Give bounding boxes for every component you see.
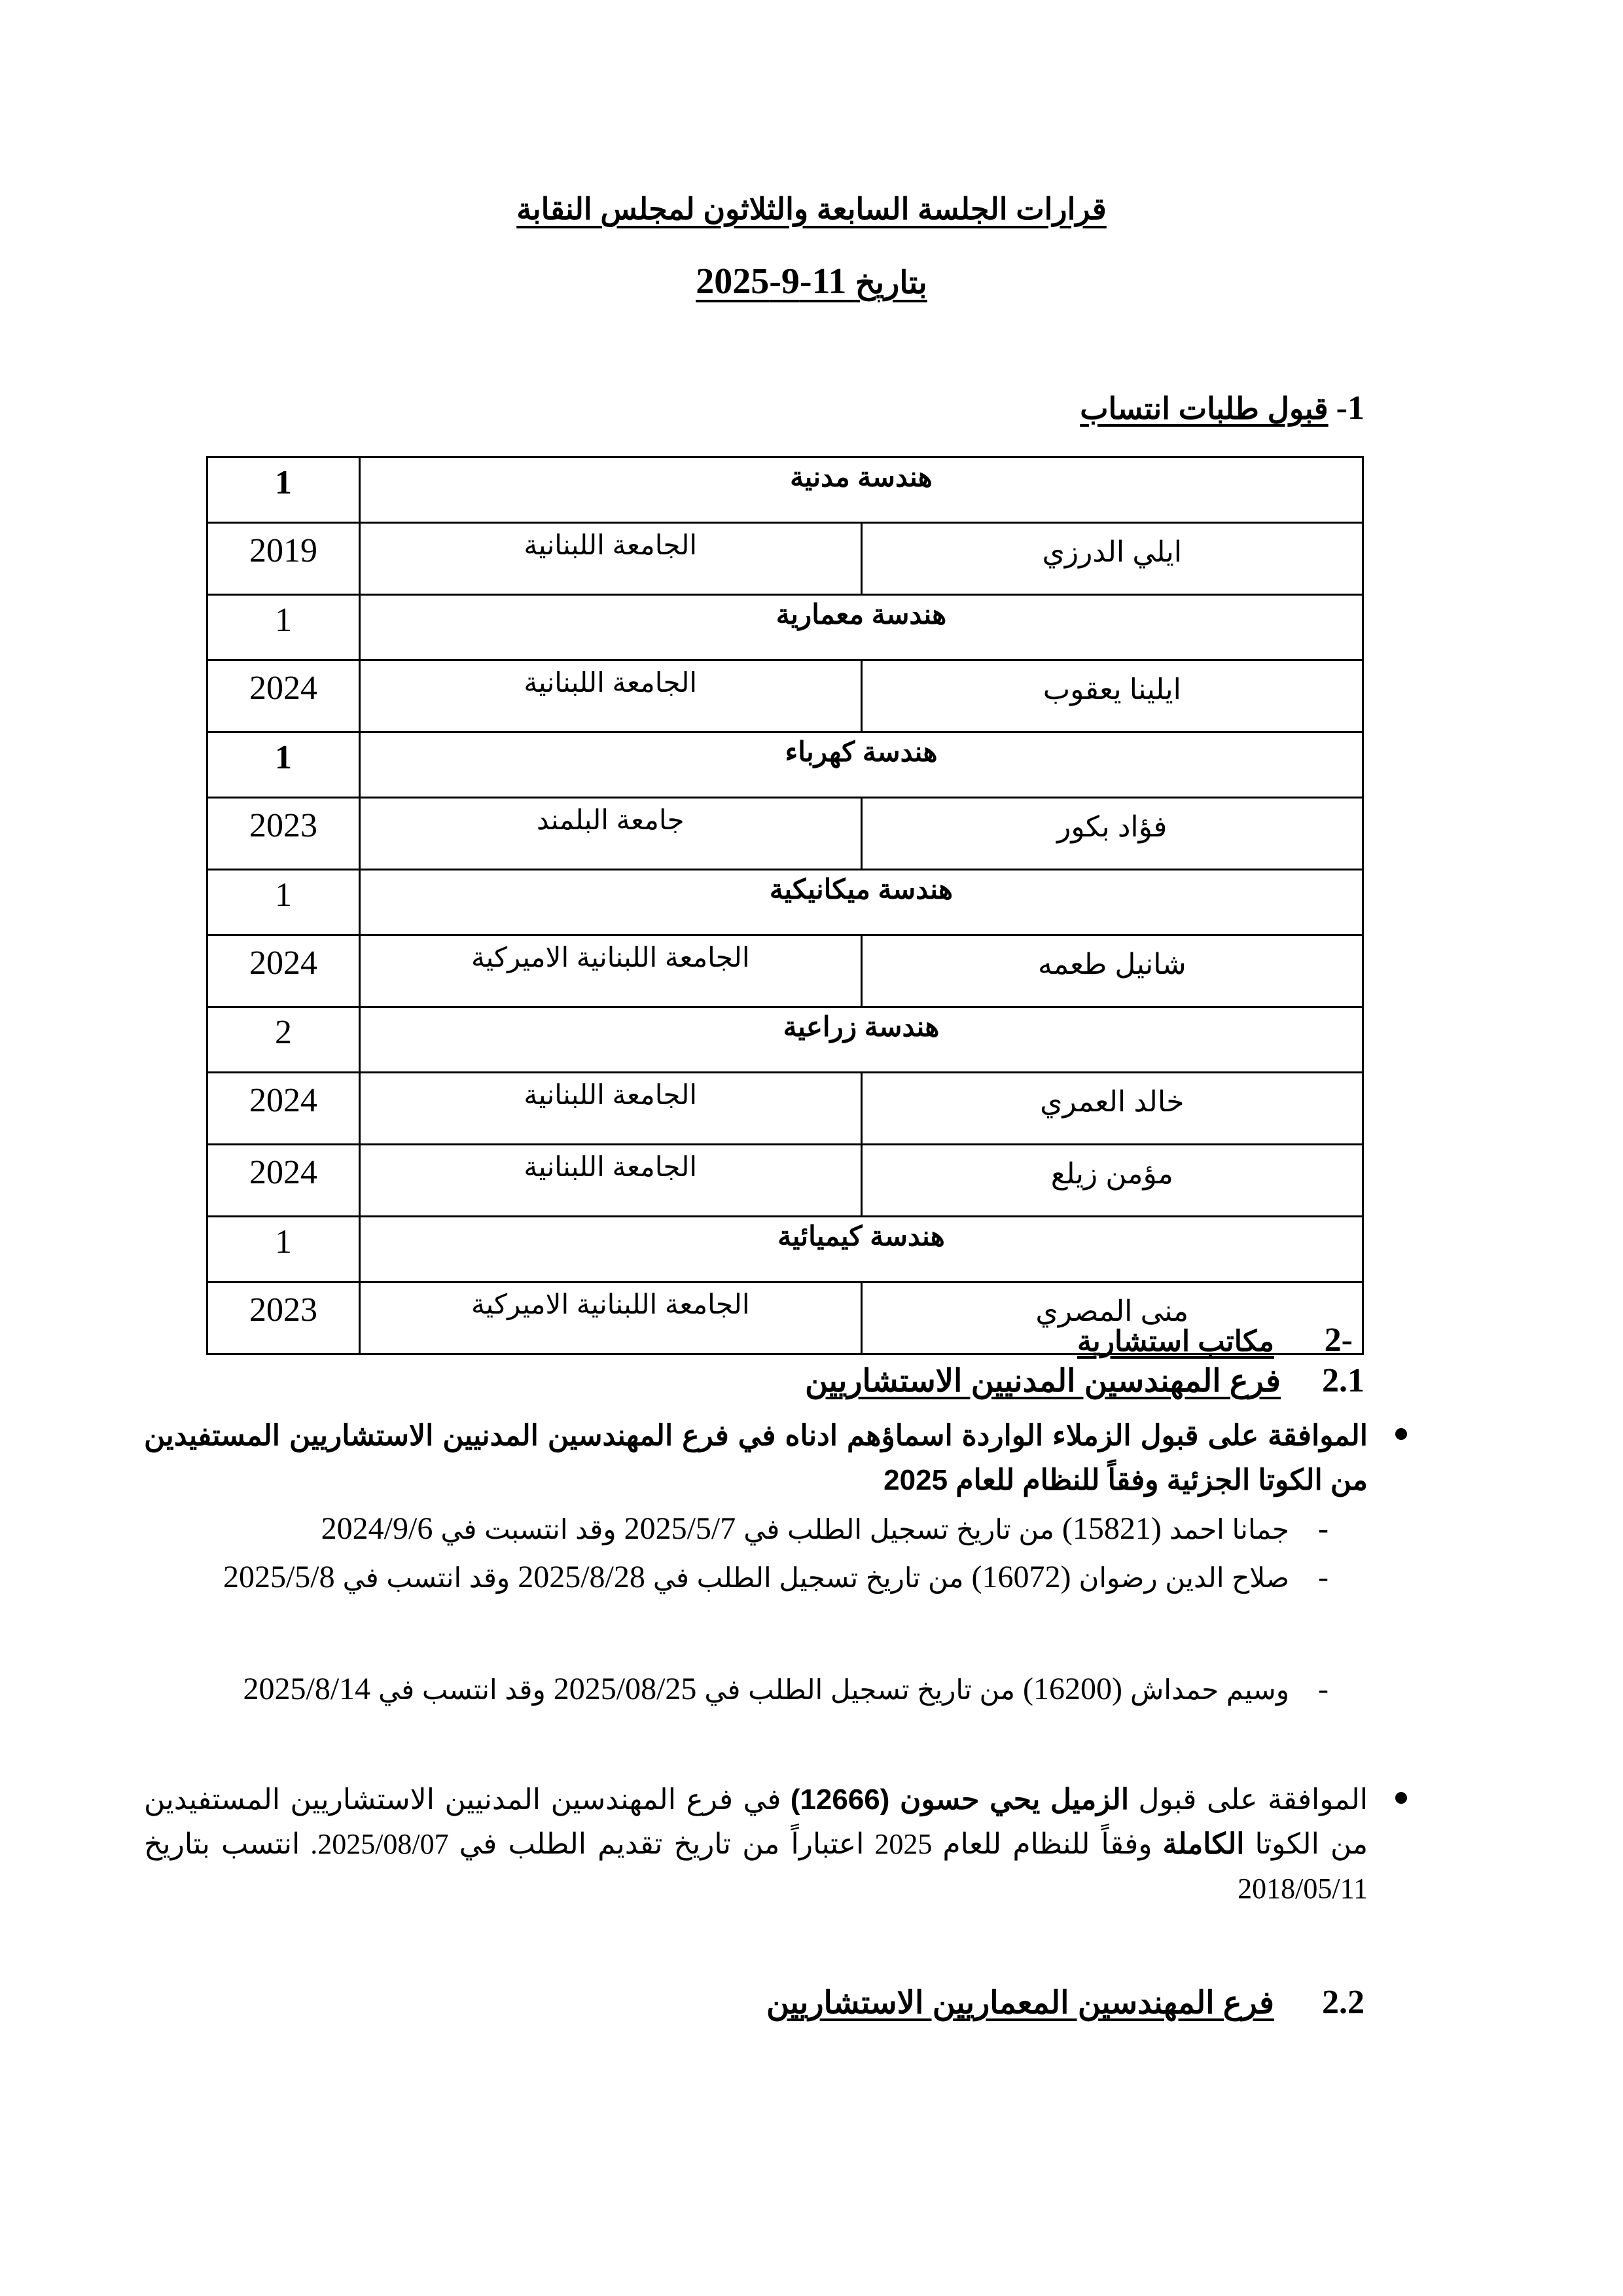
bullet-2-request-date: 2025/08/07. xyxy=(310,1828,449,1860)
approval-bullet-1 xyxy=(144,1414,1368,1503)
section-2-2-number: 2.2 xyxy=(1322,1984,1364,2021)
member-name: منى المصري xyxy=(861,1282,1363,1354)
member-year: 2023 xyxy=(207,1282,360,1354)
member-year: 2023 xyxy=(207,798,360,870)
bullet-2-year: 2025 xyxy=(874,1828,933,1860)
dash-icon: - xyxy=(1318,1672,1329,1706)
section-1-number: 1- xyxy=(1336,389,1364,427)
section-1-title: قبول طلبات انتساب xyxy=(1080,391,1329,425)
member-id: (16072) xyxy=(971,1560,1071,1594)
category-count: 1 xyxy=(207,1217,360,1282)
section-1-heading xyxy=(1080,389,1364,427)
bullet-icon xyxy=(1395,1428,1407,1440)
member-name: جمانا احمد xyxy=(1169,1514,1289,1545)
member-row xyxy=(207,1145,1363,1217)
category-name: هندسة زراعية xyxy=(360,1007,1363,1073)
category-name: هندسة ميكانيكية xyxy=(360,870,1363,935)
bullet-2-text: في فرع المهندسين المدنيين الاستشاريين المستفيدين من الكوتا xyxy=(144,1784,1368,1860)
member-row xyxy=(207,1073,1363,1145)
member-row xyxy=(207,660,1363,732)
dash-icon: - xyxy=(1318,1560,1329,1594)
member-name: خالد العمري xyxy=(861,1073,1363,1145)
member-university: جامعة البلمند xyxy=(360,798,862,870)
item-text: من تاريخ تسجيل الطلب في xyxy=(652,1562,964,1593)
bullet-2-text: انتسب بتاريخ xyxy=(144,1828,300,1860)
section-2-2-title: فرع المهندسين المعماريين الاستشاريين xyxy=(766,1986,1274,2020)
bullet-2-text: الموافقة على قبول xyxy=(1138,1784,1368,1816)
member-year: 2024 xyxy=(207,935,360,1007)
bullet-2-membership-date: 2018/05/11 xyxy=(1238,1873,1368,1905)
bullet-2-text: وفقاً للنظام للعام xyxy=(942,1828,1152,1860)
member-name: فؤاد بكور xyxy=(861,798,1363,870)
section-2-1-heading xyxy=(805,1361,1364,1400)
item-text: وقد انتسب في xyxy=(342,1562,510,1593)
document-date xyxy=(0,260,1623,302)
registration-date: 2025/8/28 xyxy=(518,1560,645,1594)
member-university: الجامعة اللبنانية xyxy=(360,1145,862,1217)
member-id: (15821) xyxy=(1061,1511,1162,1546)
member-row xyxy=(207,523,1363,595)
category-name: هندسة مدنية xyxy=(360,457,1363,523)
registration-date: 2025/5/7 xyxy=(624,1511,736,1546)
category-row xyxy=(207,1217,1363,1282)
member-year: 2024 xyxy=(207,1145,360,1217)
bullet-icon xyxy=(1395,1792,1407,1804)
member-university: الجامعة اللبنانية الاميركية xyxy=(360,935,862,1007)
member-university: الجامعة اللبنانية xyxy=(360,660,862,732)
member-name: وسيم حمداش xyxy=(1130,1674,1289,1705)
member-name: صلاح الدين رضوان xyxy=(1079,1562,1289,1593)
item-text: وقد انتسب في xyxy=(378,1674,546,1705)
dash-icon: - xyxy=(1318,1511,1329,1546)
member-item xyxy=(137,1507,1329,1551)
member-name: ايلي الدرزي xyxy=(861,523,1363,595)
approval-bullet-1-text: الموافقة على قبول الزملاء الواردة اسماؤهم ادناه في فرع المهندسين المدنيين الاستشاريين المستفيدين من الكوتا الجزئية وفقاً للنظام للعام 2025 xyxy=(144,1420,1368,1496)
approval-bullet-2 xyxy=(144,1778,1368,1911)
section-2-heading xyxy=(1077,1321,1353,1359)
member-name: ايلينا يعقوب xyxy=(861,660,1363,732)
item-text: من تاريخ تسجيل الطلب في xyxy=(704,1674,1016,1705)
member-year: 2019 xyxy=(207,523,360,595)
member-name: شانيل طعمه xyxy=(861,935,1363,1007)
date-prefix: بتاريخ xyxy=(855,266,927,300)
membership-table xyxy=(206,456,1364,1355)
member-id: (16200) xyxy=(1023,1672,1122,1706)
category-name: هندسة كهرباء xyxy=(360,732,1363,798)
category-row xyxy=(207,732,1363,798)
member-row xyxy=(207,935,1363,1007)
member-item xyxy=(137,1556,1329,1600)
member-university: الجامعة اللبنانية xyxy=(360,523,862,595)
category-count: 1 xyxy=(207,732,360,798)
member-university: الجامعة اللبنانية xyxy=(360,1073,862,1145)
category-row xyxy=(207,595,1363,660)
member-item xyxy=(137,1668,1329,1712)
item-text: وقد انتسبت في xyxy=(440,1514,616,1545)
category-count: 2 xyxy=(207,1007,360,1073)
bullet-2-quota: الكاملة xyxy=(1162,1828,1245,1860)
section-2-1-number: 2.1 xyxy=(1322,1362,1364,1399)
member-name: مؤمن زيلع xyxy=(861,1145,1363,1217)
member-year: 2024 xyxy=(207,660,360,732)
member-university: الجامعة اللبنانية الاميركية xyxy=(360,1282,862,1354)
membership-date: 2024/9/6 xyxy=(321,1511,433,1546)
section-2-number: -2 xyxy=(1324,1321,1353,1359)
section-2-2-heading xyxy=(766,1983,1364,2022)
category-row xyxy=(207,870,1363,935)
member-row xyxy=(207,798,1363,870)
date-value: 11-9-2025 xyxy=(696,261,847,302)
category-name: هندسة كيميائية xyxy=(360,1217,1363,1282)
document-title: قرارات الجلسة السابعة والثلاثون لمجلس النقابة xyxy=(516,192,1107,226)
member-year: 2024 xyxy=(207,1073,360,1145)
section-2-title: مكاتب استشارية xyxy=(1077,1325,1274,1357)
membership-date: 2025/5/8 xyxy=(223,1560,335,1594)
bullet-2-text: اعتباراً من تاريخ تقديم الطلب في xyxy=(459,1828,865,1860)
item-text: من تاريخ تسجيل الطلب في xyxy=(743,1514,1054,1545)
registration-date: 2025/08/25 xyxy=(553,1672,697,1706)
category-count: 1 xyxy=(207,870,360,935)
membership-date: 2025/8/14 xyxy=(243,1672,371,1706)
category-row xyxy=(207,457,1363,523)
bullet-2-member: الزميل يحي حسون (12666) xyxy=(790,1784,1130,1816)
category-row xyxy=(207,1007,1363,1073)
section-2-1-title: فرع المهندسين المدنيين الاستشاريين xyxy=(804,1364,1281,1399)
category-count: 1 xyxy=(207,595,360,660)
category-count: 1 xyxy=(207,457,360,523)
category-name: هندسة معمارية xyxy=(360,595,1363,660)
